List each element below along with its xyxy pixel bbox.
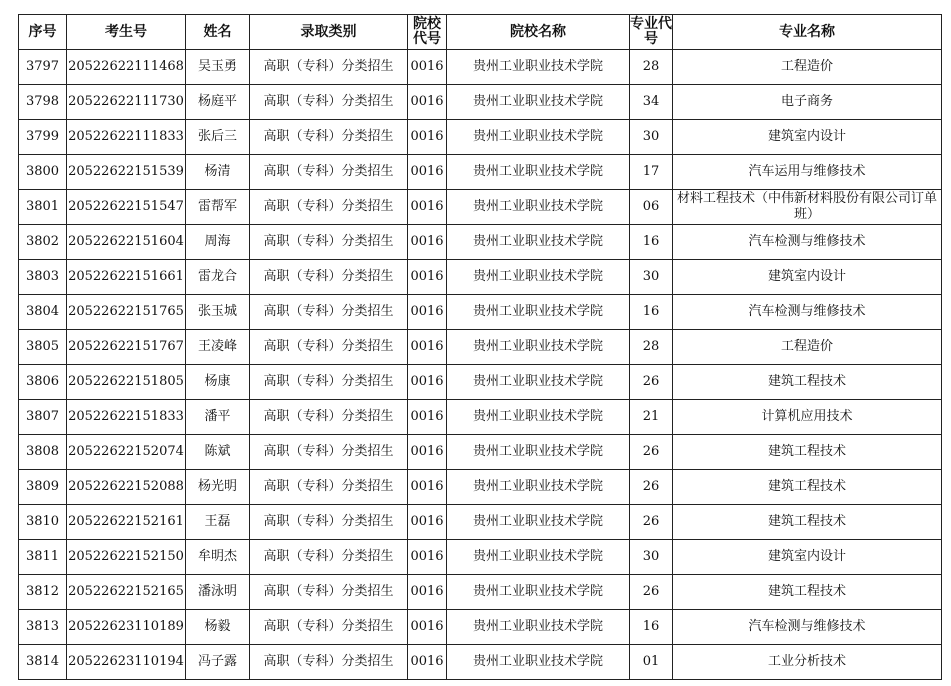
cell-major-code: 16	[630, 225, 673, 260]
cell-seq: 3810	[19, 505, 67, 540]
cell-exam-no: 20522622151539	[67, 155, 186, 190]
cell-exam-no: 20522622151805	[67, 365, 186, 400]
cell-exam-no: 20522622151767	[67, 330, 186, 365]
cell-seq: 3812	[19, 575, 67, 610]
cell-school-code: 0016	[408, 295, 447, 330]
table-row	[19, 400, 942, 435]
cell-major-code: 21	[630, 400, 673, 435]
header-school-code: 院校代号	[408, 15, 447, 50]
cell-name: 雷龙合	[186, 260, 250, 295]
cell-seq: 3814	[19, 645, 67, 680]
cell-major-code: 16	[630, 295, 673, 330]
table-row	[19, 260, 942, 295]
cell-school-code: 0016	[408, 120, 447, 155]
table-row	[19, 365, 942, 400]
cell-exam-no: 20522622151604	[67, 225, 186, 260]
cell-exam-no: 20522622152161	[67, 505, 186, 540]
cell-seq: 3802	[19, 225, 67, 260]
cell-exam-no: 20522622151765	[67, 295, 186, 330]
cell-major-code: 06	[630, 190, 673, 225]
cell-name: 潘泳明	[186, 575, 250, 610]
cell-major-name: 汽车检测与维修技术	[673, 225, 942, 260]
cell-school-name: 贵州工业职业技术学院	[447, 155, 630, 190]
table-row	[19, 575, 942, 610]
cell-school-name: 贵州工业职业技术学院	[447, 330, 630, 365]
cell-school-name: 贵州工业职业技术学院	[447, 575, 630, 610]
table-row	[19, 120, 942, 155]
cell-major-name: 建筑工程技术	[673, 470, 942, 505]
cell-school-code: 0016	[408, 365, 447, 400]
cell-major-name: 工程造价	[673, 330, 942, 365]
cell-category: 高职（专科）分类招生	[250, 645, 408, 680]
cell-seq: 3801	[19, 190, 67, 225]
cell-name: 王磊	[186, 505, 250, 540]
table-row	[19, 435, 942, 470]
cell-school-code: 0016	[408, 435, 447, 470]
cell-exam-no: 20522623110194	[67, 645, 186, 680]
cell-name: 雷帮军	[186, 190, 250, 225]
cell-school-name: 贵州工业职业技术学院	[447, 120, 630, 155]
cell-category: 高职（专科）分类招生	[250, 330, 408, 365]
cell-exam-no: 20522622152074	[67, 435, 186, 470]
cell-school-code: 0016	[408, 190, 447, 225]
table-row	[19, 85, 942, 120]
cell-name: 杨康	[186, 365, 250, 400]
cell-school-code: 0016	[408, 155, 447, 190]
header-major-code: 专业代号	[630, 15, 673, 50]
cell-exam-no: 20522622151661	[67, 260, 186, 295]
cell-major-name: 汽车运用与维修技术	[673, 155, 942, 190]
cell-school-code: 0016	[408, 400, 447, 435]
cell-category: 高职（专科）分类招生	[250, 610, 408, 645]
cell-major-code: 26	[630, 365, 673, 400]
cell-school-name: 贵州工业职业技术学院	[447, 435, 630, 470]
table-row	[19, 50, 942, 85]
header-seq: 序号	[19, 15, 67, 50]
cell-major-name: 建筑室内设计	[673, 120, 942, 155]
cell-category: 高职（专科）分类招生	[250, 190, 408, 225]
cell-seq: 3800	[19, 155, 67, 190]
cell-exam-no: 20522622151833	[67, 400, 186, 435]
cell-major-code: 30	[630, 260, 673, 295]
cell-exam-no: 20522623110189	[67, 610, 186, 645]
header-exam-no: 考生号	[67, 15, 186, 50]
cell-school-name: 贵州工业职业技术学院	[447, 470, 630, 505]
cell-seq: 3808	[19, 435, 67, 470]
cell-school-name: 贵州工业职业技术学院	[447, 225, 630, 260]
cell-seq: 3813	[19, 610, 67, 645]
cell-school-code: 0016	[408, 610, 447, 645]
cell-major-name: 建筑工程技术	[673, 505, 942, 540]
cell-school-code: 0016	[408, 225, 447, 260]
cell-category: 高职（专科）分类招生	[250, 400, 408, 435]
cell-exam-no: 20522622152150	[67, 540, 186, 575]
table-row	[19, 225, 942, 260]
table-row	[19, 155, 942, 190]
cell-category: 高职（专科）分类招生	[250, 50, 408, 85]
table-row	[19, 330, 942, 365]
header-category: 录取类别	[250, 15, 408, 50]
cell-school-code: 0016	[408, 645, 447, 680]
table-row	[19, 190, 942, 225]
cell-school-code: 0016	[408, 540, 447, 575]
cell-category: 高职（专科）分类招生	[250, 505, 408, 540]
cell-category: 高职（专科）分类招生	[250, 575, 408, 610]
table-row	[19, 540, 942, 575]
header-school-name: 院校名称	[447, 15, 630, 50]
cell-name: 杨清	[186, 155, 250, 190]
cell-major-code: 01	[630, 645, 673, 680]
cell-school-name: 贵州工业职业技术学院	[447, 505, 630, 540]
cell-seq: 3809	[19, 470, 67, 505]
cell-school-name: 贵州工业职业技术学院	[447, 540, 630, 575]
cell-category: 高职（专科）分类招生	[250, 295, 408, 330]
cell-major-code: 16	[630, 610, 673, 645]
cell-exam-no: 20522622151547	[67, 190, 186, 225]
cell-name: 杨庭平	[186, 85, 250, 120]
cell-major-code: 30	[630, 120, 673, 155]
cell-school-name: 贵州工业职业技术学院	[447, 400, 630, 435]
cell-category: 高职（专科）分类招生	[250, 260, 408, 295]
cell-category: 高职（专科）分类招生	[250, 155, 408, 190]
table-row	[19, 610, 942, 645]
cell-name: 周海	[186, 225, 250, 260]
cell-major-code: 28	[630, 50, 673, 85]
cell-school-code: 0016	[408, 260, 447, 295]
cell-seq: 3804	[19, 295, 67, 330]
cell-school-name: 贵州工业职业技术学院	[447, 610, 630, 645]
cell-category: 高职（专科）分类招生	[250, 120, 408, 155]
cell-school-name: 贵州工业职业技术学院	[447, 85, 630, 120]
table-row	[19, 470, 942, 505]
cell-exam-no: 20522622152165	[67, 575, 186, 610]
table-row	[19, 505, 942, 540]
cell-name: 潘平	[186, 400, 250, 435]
header-major-name: 专业名称	[673, 15, 942, 50]
cell-major-name: 材料工程技术（中伟新材料股份有限公司订单班）	[673, 190, 942, 225]
cell-school-code: 0016	[408, 85, 447, 120]
cell-exam-no: 20522622111833	[67, 120, 186, 155]
cell-name: 杨光明	[186, 470, 250, 505]
admission-table	[18, 14, 942, 680]
cell-name: 冯子露	[186, 645, 250, 680]
cell-major-code: 26	[630, 470, 673, 505]
cell-major-name: 建筑工程技术	[673, 365, 942, 400]
cell-seq: 3807	[19, 400, 67, 435]
table-row	[19, 295, 942, 330]
cell-school-name: 贵州工业职业技术学院	[447, 50, 630, 85]
cell-school-code: 0016	[408, 330, 447, 365]
cell-major-name: 计算机应用技术	[673, 400, 942, 435]
cell-major-name: 建筑室内设计	[673, 540, 942, 575]
table-body	[19, 50, 942, 680]
cell-major-code: 34	[630, 85, 673, 120]
cell-seq: 3799	[19, 120, 67, 155]
cell-category: 高职（专科）分类招生	[250, 435, 408, 470]
cell-seq: 3806	[19, 365, 67, 400]
cell-name: 牟明杰	[186, 540, 250, 575]
cell-category: 高职（专科）分类招生	[250, 365, 408, 400]
cell-major-code: 26	[630, 505, 673, 540]
cell-seq: 3811	[19, 540, 67, 575]
cell-name: 张玉城	[186, 295, 250, 330]
cell-major-code: 26	[630, 435, 673, 470]
cell-major-code: 30	[630, 540, 673, 575]
cell-major-name: 建筑室内设计	[673, 260, 942, 295]
cell-category: 高职（专科）分类招生	[250, 85, 408, 120]
cell-school-name: 贵州工业职业技术学院	[447, 645, 630, 680]
cell-seq: 3797	[19, 50, 67, 85]
cell-seq: 3805	[19, 330, 67, 365]
cell-exam-no: 20522622111468	[67, 50, 186, 85]
cell-school-name: 贵州工业职业技术学院	[447, 295, 630, 330]
cell-name: 张后三	[186, 120, 250, 155]
cell-exam-no: 20522622152088	[67, 470, 186, 505]
cell-school-code: 0016	[408, 50, 447, 85]
cell-major-name: 工程造价	[673, 50, 942, 85]
cell-school-code: 0016	[408, 470, 447, 505]
header-row	[19, 15, 942, 50]
cell-school-name: 贵州工业职业技术学院	[447, 190, 630, 225]
cell-major-name: 电子商务	[673, 85, 942, 120]
header-name: 姓名	[186, 15, 250, 50]
cell-category: 高职（专科）分类招生	[250, 540, 408, 575]
cell-name: 杨毅	[186, 610, 250, 645]
table-row	[19, 645, 942, 680]
cell-school-code: 0016	[408, 575, 447, 610]
cell-name: 陈斌	[186, 435, 250, 470]
cell-major-code: 26	[630, 575, 673, 610]
cell-major-name: 汽车检测与维修技术	[673, 610, 942, 645]
cell-category: 高职（专科）分类招生	[250, 470, 408, 505]
cell-major-name: 建筑工程技术	[673, 435, 942, 470]
cell-major-code: 17	[630, 155, 673, 190]
cell-seq: 3803	[19, 260, 67, 295]
cell-major-name: 建筑工程技术	[673, 575, 942, 610]
cell-major-name: 汽车检测与维修技术	[673, 295, 942, 330]
cell-school-name: 贵州工业职业技术学院	[447, 260, 630, 295]
cell-major-code: 28	[630, 330, 673, 365]
cell-major-name: 工业分析技术	[673, 645, 942, 680]
cell-seq: 3798	[19, 85, 67, 120]
cell-school-code: 0016	[408, 505, 447, 540]
cell-name: 吴玉勇	[186, 50, 250, 85]
cell-exam-no: 20522622111730	[67, 85, 186, 120]
cell-school-name: 贵州工业职业技术学院	[447, 365, 630, 400]
cell-category: 高职（专科）分类招生	[250, 225, 408, 260]
cell-name: 王凌峰	[186, 330, 250, 365]
